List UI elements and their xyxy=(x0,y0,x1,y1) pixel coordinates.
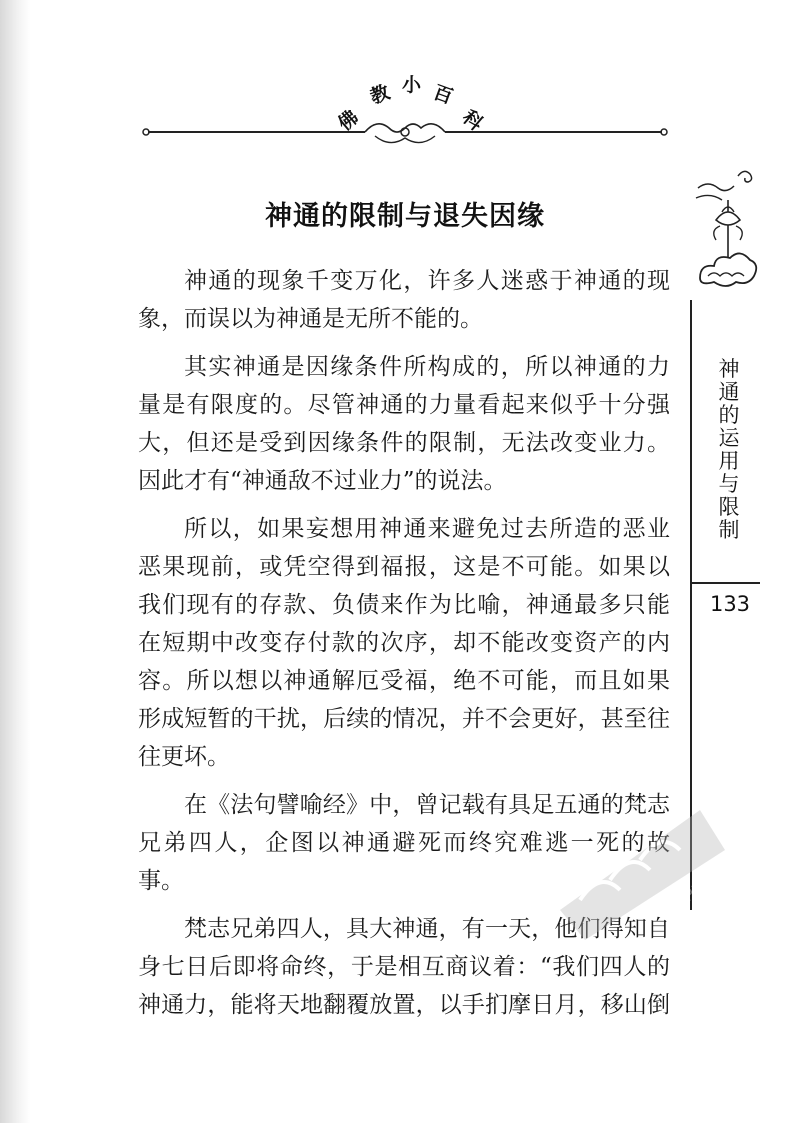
page-number: 133 xyxy=(709,592,751,616)
paragraph-gap xyxy=(138,338,670,348)
series-title-char: 佛 xyxy=(334,106,363,136)
chapter-tab-char: 用 xyxy=(718,449,740,473)
body-text-line: 恶果现前，或凭空得到福报，这是不可能。如果以 xyxy=(138,554,670,580)
body-text-line: 在短期中改变存付款的次序，却不能改变资产的内 xyxy=(138,630,670,656)
lotus-cloud-ornament-icon xyxy=(694,160,760,300)
paragraph-gap xyxy=(138,776,670,786)
chapter-tab-char: 限 xyxy=(718,495,740,519)
body-text-line: 形成短暂的干扰，后续的情况，并不会更好，甚至往 xyxy=(138,706,670,732)
body-text-line: 其实神通是因缘条件所构成的，所以神通的力 xyxy=(184,354,670,380)
series-title-char: 教 xyxy=(367,81,393,109)
body-text-line: 我们现有的存款、负债来作为比喻，神通最多只能 xyxy=(138,592,670,618)
body-text-line: 容。所以想以神通解厄受福，绝不可能，而且如果 xyxy=(138,668,670,694)
body-text-line: 因此才有“神通敌不过业力”的说法。 xyxy=(138,468,507,494)
body-text-line: 象，而误以为神通是无所不能的。 xyxy=(138,306,483,332)
chapter-tab-char: 与 xyxy=(718,472,740,496)
body-text-line: 神通的现象千变万化，许多人迷惑于神通的现 xyxy=(184,268,670,294)
chapter-tab-char: 神 xyxy=(718,357,740,381)
body-text-line: 往更坏。 xyxy=(138,744,230,770)
chapter-tab-char: 的 xyxy=(718,403,740,427)
body-text-line: 大，但还是受到因缘条件的限制，无法改变业力。 xyxy=(138,430,670,456)
page-number-rule xyxy=(690,582,760,584)
body-text-line: 梵志兄弟四人，具大神通，有一天，他们得知自 xyxy=(184,916,670,942)
header-ornamental-rule xyxy=(140,118,670,148)
watermark-label: PDG xyxy=(680,871,720,906)
article-title: 神通的限制与退失因缘 xyxy=(265,201,545,232)
chapter-tab-char: 通 xyxy=(718,380,740,404)
body-text-line: 事。 xyxy=(138,868,184,894)
chapter-tab-title xyxy=(714,358,744,542)
series-title-char: 百 xyxy=(430,81,456,109)
chapter-tab-char: 运 xyxy=(718,426,740,450)
body-text-line: 兄弟四人，企图以神通避死而终究难逃一死的故 xyxy=(138,830,670,856)
body-text-line: 在《法句譬喻经》中，曾记载有具足五通的梵志 xyxy=(184,792,670,818)
series-title-char: 小 xyxy=(402,74,422,96)
body-text-line: 所以，如果妄想用神通来避免过去所造的恶业 xyxy=(184,516,670,542)
series-title-char: 科 xyxy=(458,106,487,136)
body-text-line: 身七日后即将命终，于是相互商议着：“我们四人的 xyxy=(138,954,670,980)
paragraph-gap xyxy=(138,500,670,510)
body-text-line: 量是有限度的。尽管神通的力量看起来似乎十分强 xyxy=(138,392,670,418)
chapter-tab-char: 制 xyxy=(718,518,740,542)
library-stamp-watermark xyxy=(540,790,730,940)
body-text-line: 神通力，能将天地翻覆放置，以手扪摩日月，移山倒 xyxy=(138,992,670,1018)
page-binding-edge xyxy=(0,0,30,1123)
